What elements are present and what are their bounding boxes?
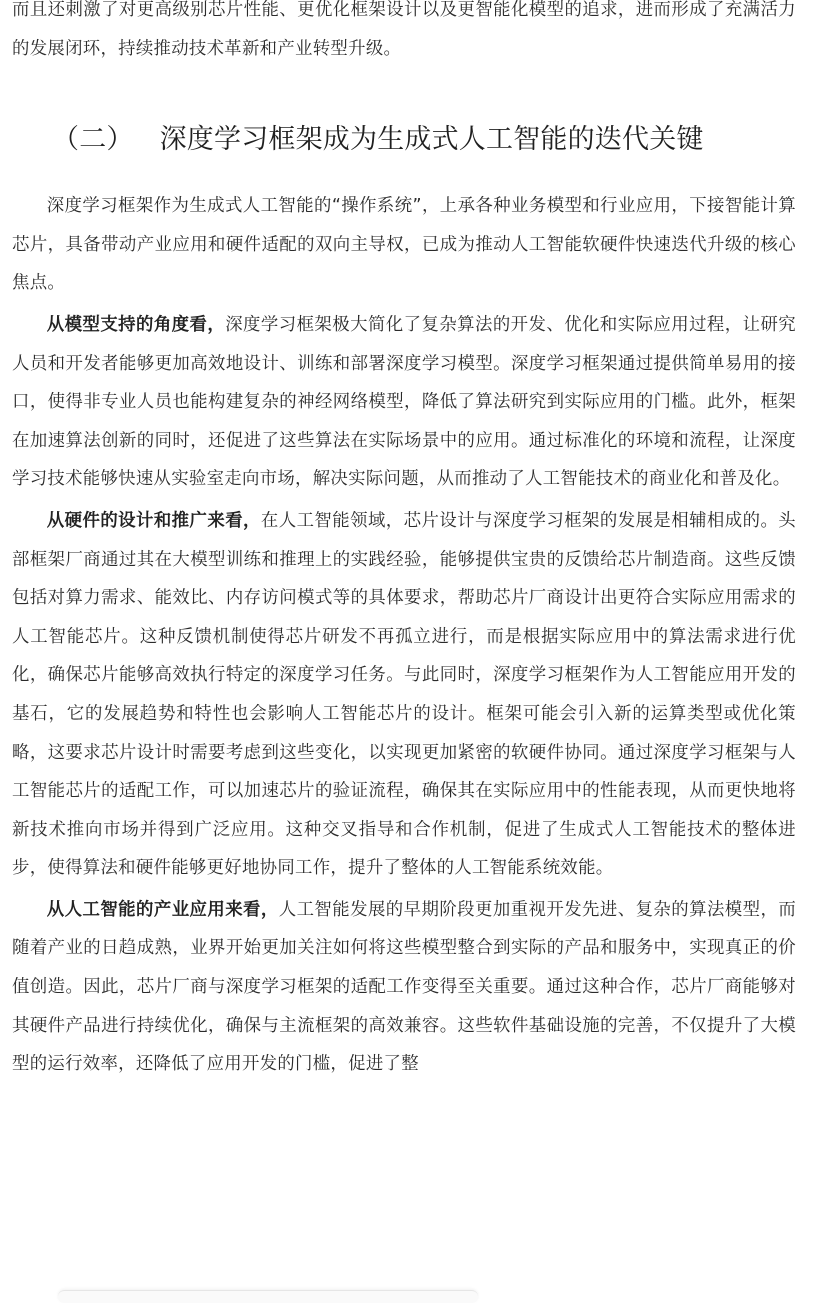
document-page bbox=[12, 0, 796, 1084]
paragraph-text: 人工智能发展的早期阶段更加重视开发先进、复杂的算法模型，而随着产业的日趋成熟，业界开始更加关注如何将这些模型整合到实际的产品和服务中，实现真正的价值创造。因此，芯片厂商与深度学习框架的适配工作变得至关重要。通过这种合作，芯片厂商能够对其硬件产品进行持续优化，确保与主流框架的高效兼容。这些软件基础设施的完善，不仅提升了大模型的运行效率，还降低了应用开发的门槛，促进了整 bbox=[12, 899, 797, 1075]
paragraph-hardware bbox=[12, 502, 796, 888]
paragraph-intro bbox=[12, 187, 796, 303]
paragraph-text: 深度学习框架作为生成式人工智能的“操作系统”，上承各种业务模型和行业应用，下接智能计算芯片，具备带动产业应用和硬件适配的双向主导权，已成为推动人工智能软硬件快速迭代升级的核心焦点。 bbox=[12, 196, 796, 294]
paragraph-text: 深度学习框架极大简化了复杂算法的开发、优化和实际应用过程，让研究人员和开发者能够更加高效地设计、训练和部署深度学习模型。深度学习框架通过提供简单易用的接口，使得非专业人员也能构建复杂的神经网络模型，降低了算法研究到实际应用的门槛。此外，框架在加速算法创新的同时，还促进了这些算法在实际场景中的应用。通过标准化的环境和流程，让深度学习技术能够快速从实验室走向市场，解决实际问题，从而推动了人工智能技术的商业化和普及化。 bbox=[12, 314, 796, 490]
paragraph-lead: 从模型支持的角度看， bbox=[46, 314, 226, 335]
section-heading bbox=[52, 118, 796, 162]
section-number: （二） bbox=[52, 124, 134, 156]
paragraph-lead: 从人工智能的产业应用来看， bbox=[46, 899, 279, 920]
section-title: 深度学习框架成为生成式人工智能的迭代关键 bbox=[159, 124, 704, 156]
paragraph-fragment: 而且还刺激了对更高级别芯片性能、更优化框架设计以及更智能化模型的追求，进而形成了充满活力的发展闭环，持续推动技术革新和产业转型升级。 bbox=[12, 0, 796, 59]
paragraph-lead: 从硬件的设计和推广来看， bbox=[46, 510, 261, 531]
paragraph-model-support bbox=[12, 306, 796, 499]
paragraph-industry bbox=[12, 891, 796, 1084]
paragraph-text: 在人工智能领域，芯片设计与深度学习框架的发展是相辅相成的。头部框架厂商通过其在大模型训练和推理上的实践经验，能够提供宝贵的反馈给芯片制造商。这些反馈包括对算力需求、能效比、内存访问模式等的具体要求，帮助芯片厂商设计出更符合实际应用需求的人工智能芯片。这种反馈机制使得芯片研发不再孤立进行，而是根据实际应用中的算法需求进行优化，确保芯片能够高效执行特定的深度学习任务。与此同时，深度学习框架作为人工智能应用开发的基石，它的发展趋势和特性也会影响人工智能芯片的设计。框架可能会引入新的运算类型或优化策略，这要求芯片设计时需要考虑到这些变化，以实现更加紧密的软硬件协同。通过深度学习框架与人工智能芯片的适配工作，可以加速芯片的验证流程，确保其在实际应用中的性能表现，从而更快地将新技术推向市场并得到广泛应用。这种交叉指导和合作机制，促进了生成式人工智能技术的整体进步，使得算法和硬件能够更好地协同工作，提升了整体的人工智能系统效能。 bbox=[12, 510, 796, 879]
